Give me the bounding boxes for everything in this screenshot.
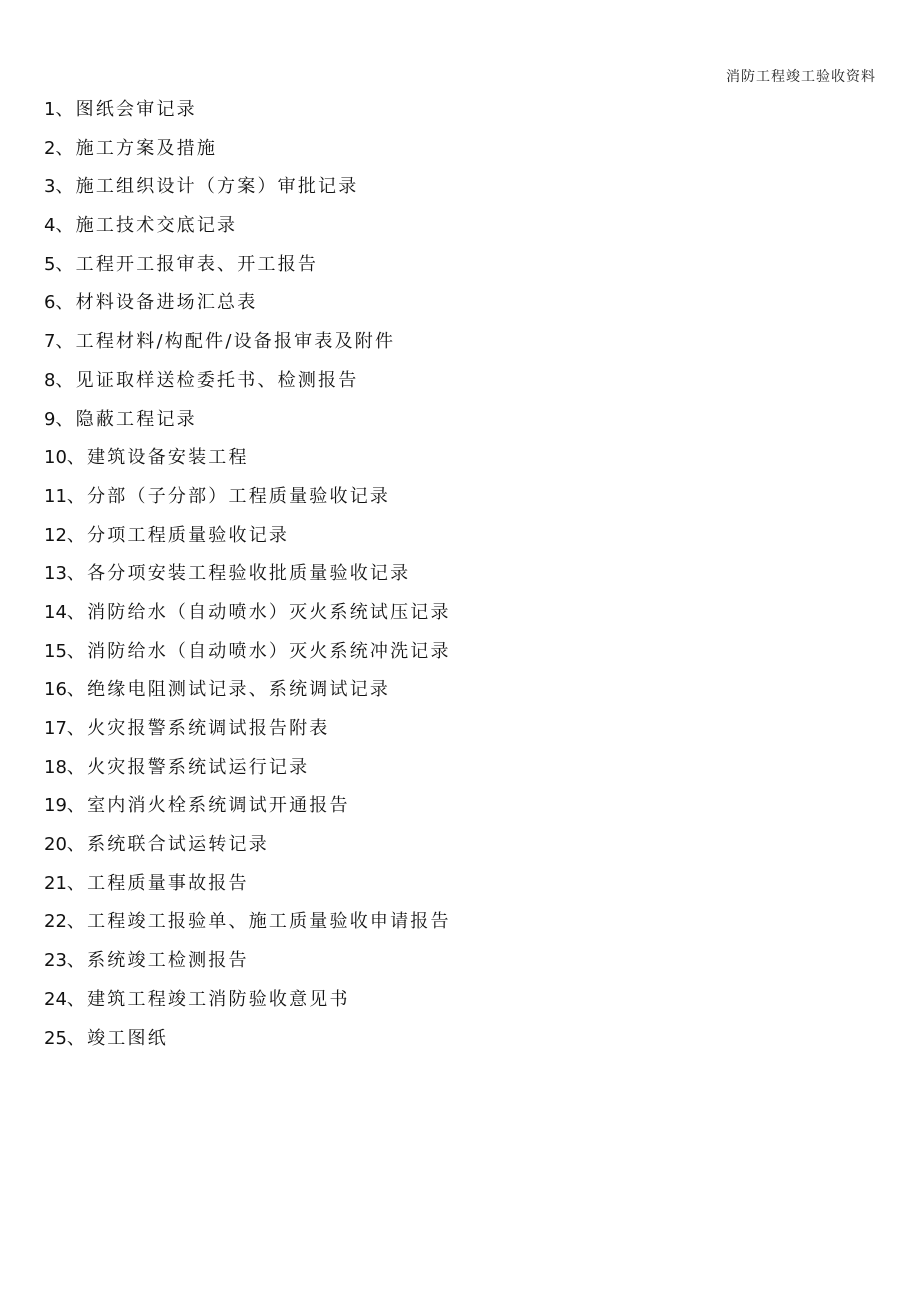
- list-item-text: 、绝缘电阻测试记录、系统调试记录: [66, 679, 391, 701]
- list-item-number: 16: [44, 679, 67, 701]
- list-item-text: 、竣工图纸: [66, 1027, 168, 1049]
- list-item-number: 3: [44, 176, 56, 198]
- list-item-text: 、隐蔽工程记录: [55, 408, 197, 430]
- list-item-text: 、火灾报警系统试运行记录: [66, 756, 310, 778]
- list-item-text: 、工程材料/构配件/设备报审表及附件: [55, 331, 396, 353]
- list-item: [44, 865, 451, 904]
- list-item-text: 、消防给水（自动喷水）灭火系统试压记录: [66, 601, 451, 623]
- list-item: [44, 91, 451, 130]
- list-item-number: 4: [44, 215, 56, 237]
- list-item-text: 、施工方案及措施: [55, 137, 218, 159]
- list-item-text: 、材料设备进场汇总表: [55, 292, 258, 314]
- list-item-number: 22: [44, 911, 67, 933]
- list-item: [44, 207, 451, 246]
- list-item-number: 21: [44, 872, 67, 894]
- list-item-text: 、工程开工报审表、开工报告: [55, 253, 319, 275]
- list-item-number: 19: [44, 795, 67, 817]
- list-item-number: 11: [44, 485, 67, 507]
- list-item-number: 9: [44, 408, 56, 430]
- list-item: [44, 478, 451, 517]
- list-item: [44, 981, 451, 1020]
- document-item-list: [44, 91, 451, 1058]
- list-item-number: 24: [44, 988, 67, 1010]
- list-item-text: 、各分项安装工程验收批质量验收记录: [66, 563, 411, 585]
- list-item-number: 25: [44, 1027, 67, 1049]
- list-item: [44, 633, 451, 672]
- list-item-text: 、室内消火栓系统调试开通报告: [66, 795, 350, 817]
- list-item: [44, 362, 451, 401]
- list-item-number: 5: [44, 253, 56, 275]
- list-item: [44, 130, 451, 169]
- list-item-number: 12: [44, 524, 67, 546]
- list-item: [44, 671, 451, 710]
- list-item: [44, 903, 451, 942]
- list-item-text: 、建筑设备安装工程: [66, 447, 249, 469]
- list-item: [44, 710, 451, 749]
- list-item: [44, 401, 451, 440]
- list-item-number: 1: [44, 99, 56, 120]
- list-item-number: 10: [44, 447, 67, 469]
- list-item-text: 、见证取样送检委托书、检测报告: [55, 369, 359, 391]
- list-item: [44, 246, 451, 285]
- list-item-number: 7: [44, 331, 56, 353]
- list-item: [44, 1020, 451, 1059]
- list-item-number: 2: [44, 137, 56, 159]
- list-item-number: 15: [44, 640, 67, 662]
- list-item-text: 、系统联合试运转记录: [66, 834, 269, 856]
- list-item: [44, 284, 451, 323]
- list-item-number: 20: [44, 834, 67, 856]
- list-item-text: 、分项工程质量验收记录: [66, 524, 290, 546]
- list-item-text: 、分部（子分部）工程质量验收记录: [66, 485, 391, 507]
- list-item: [44, 826, 451, 865]
- list-item: [44, 749, 451, 788]
- list-item: [44, 594, 451, 633]
- list-item-number: 14: [44, 601, 67, 623]
- list-item: [44, 168, 451, 207]
- list-item: [44, 942, 451, 981]
- list-item-text: 、工程质量事故报告: [66, 872, 249, 894]
- list-item: [44, 517, 451, 556]
- list-item-text: 、系统竣工检测报告: [66, 950, 249, 972]
- list-item-text: 、消防给水（自动喷水）灭火系统冲洗记录: [66, 640, 451, 662]
- list-item-text: 、施工技术交底记录: [55, 215, 238, 237]
- list-item-number: 13: [44, 563, 67, 585]
- list-item-number: 18: [44, 756, 67, 778]
- page-header-title: 消防工程竣工验收资料: [726, 69, 876, 85]
- list-item-text: 、建筑工程竣工消防验收意见书: [66, 988, 350, 1010]
- list-item: [44, 323, 451, 362]
- list-item-number: 8: [44, 369, 56, 391]
- list-item-number: 23: [44, 950, 67, 972]
- list-item: [44, 555, 451, 594]
- list-item-text: 、施工组织设计（方案）审批记录: [55, 176, 359, 198]
- list-item: [44, 787, 451, 826]
- list-item-number: 17: [44, 718, 67, 739]
- list-item-text: 、图纸会审记录: [55, 99, 197, 120]
- list-item-text: 、火灾报警系统调试报告附表: [66, 718, 330, 739]
- list-item-number: 6: [44, 292, 56, 314]
- list-item: [44, 439, 451, 478]
- list-item-text: 、工程竣工报验单、施工质量验收申请报告: [66, 911, 451, 933]
